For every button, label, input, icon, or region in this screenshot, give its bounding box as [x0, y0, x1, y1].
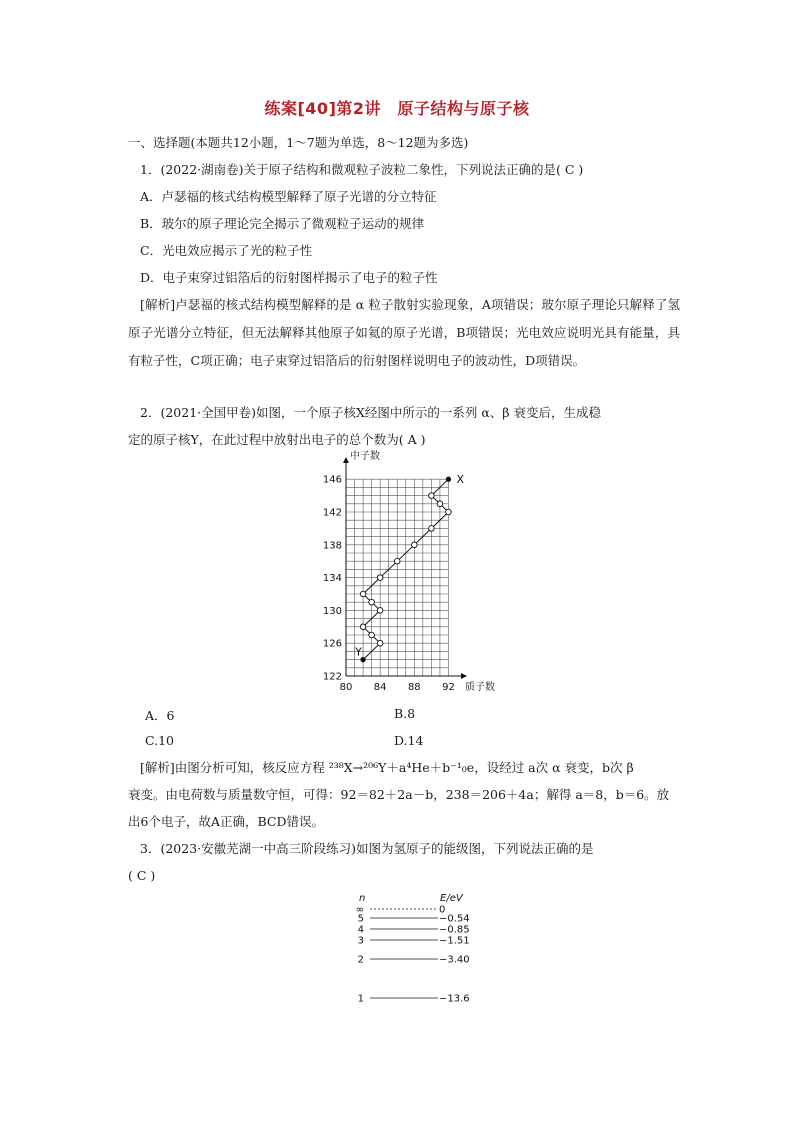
decay-point: [377, 575, 383, 581]
energy-level-value: −13.6: [439, 993, 470, 1005]
q2-analysis-line2: 衰变。由电荷数与质量数守恒，可得：92＝82＋2a－b，238＝206＋4a；解得 a＝8，b＝6。放: [128, 787, 670, 802]
y-tick-label: 130: [322, 605, 342, 617]
decay-point: [377, 608, 383, 614]
q3-stem-line1: 3．(2023·安徽芜湖一中高三阶段练习)如图为氢原子的能级图，下列说法正确的是: [140, 841, 594, 856]
q2-stem-line1: 2．(2021·全国甲卷)如图，一个原子核X经图中所示的一系列 α、β 衰变后，生成稳: [140, 405, 602, 420]
energy-level-n: ∞: [355, 904, 364, 916]
q2-stem-line2: 定的原子核Y，在此过程中放射出电子的总个数为( A ): [128, 432, 426, 447]
nucleus-label-y: Y: [355, 645, 362, 659]
y-tick-label: 142: [322, 507, 342, 519]
decay-point: [412, 542, 418, 548]
x-tick-label: 84: [373, 682, 387, 693]
decay-point: [369, 599, 375, 605]
y-tick-label: 138: [322, 540, 342, 552]
energy-e-header: E/eV: [440, 893, 463, 904]
y-axis-arrow: [343, 457, 349, 463]
y-tick-label: 146: [322, 474, 342, 486]
q1-option-d: D．电子束穿过铝箔后的衍射图样揭示了电子的粒子性: [140, 270, 438, 285]
energy-level-value: −1.51: [439, 935, 470, 947]
decay-point: [377, 640, 383, 646]
energy-level-n: 1: [357, 993, 364, 1005]
energy-level-n: 5: [357, 913, 364, 925]
q2-option-a: A．6: [145, 708, 175, 723]
y-axis-label: 中子数: [350, 451, 380, 462]
q1-option-b: B．玻尔的原子理论完全揭示了微观粒子运动的规律: [140, 216, 425, 231]
q2-option-c: C.10: [145, 733, 174, 748]
y-tick-label: 122: [322, 671, 342, 683]
page-title: 练案[40]第2讲 原子结构与原子核: [264, 99, 530, 118]
decay-point: [429, 493, 435, 499]
decay-point: [369, 632, 375, 638]
energy-level-n: 2: [357, 954, 364, 966]
y-tick-label: 126: [322, 638, 342, 650]
q2-option-d: D.14: [394, 733, 424, 748]
decay-point: [360, 624, 366, 630]
q3-stem-line2: ( C ): [128, 868, 156, 883]
q1-analysis: [解析]卢瑟福的核式结构模型解释的是 α 粒子散射实验现象，A项错误；玻尔原子理论只解释了氢原子光谱分立特征，但无法解释其他原子如氦的原子光谱，B项错误；光电效应说明光具有能量，具有粒子性，C项正确；电子束穿过铝箔后的衍射图样说明电子的波动性，D项错误。: [128, 297, 680, 368]
chart-labels: [323, 449, 495, 693]
nucleus-label-x: X: [456, 473, 465, 487]
energy-level-n: 4: [357, 924, 364, 936]
decay-point: [446, 509, 452, 515]
x-axis-label: 质子数: [465, 682, 495, 693]
q2-analysis-line1: [解析]由图分析可知，核反应方程 ²³⁸X→²⁰⁶Y＋a⁴He＋b⁻¹₀e，设经过 a次 α 衰变，b次 β: [140, 760, 634, 775]
decay-point: [437, 501, 443, 507]
q2-analysis-line3: 出6个电子，故A正确，BCD错误。: [128, 814, 324, 829]
energy-level-value: −0.85: [439, 924, 470, 936]
energy-level-value: −3.40: [439, 954, 470, 966]
energy-level-diagram: [356, 893, 470, 1005]
x-tick-label: 80: [339, 682, 353, 693]
x-axis-arrow: [461, 673, 467, 679]
decay-point: [360, 591, 366, 597]
decay-point: [446, 477, 450, 481]
q2-option-b: B.8: [394, 706, 416, 721]
x-tick-label: 88: [407, 682, 421, 693]
q1-option-a: A．卢瑟福的核式结构模型解释了原子光谱的分立特征: [140, 189, 437, 204]
section-heading: 一、选择题(本题共12小题，1～7题为单选，8～12题为多选): [128, 135, 469, 150]
energy-level-n: 3: [357, 935, 364, 947]
energy-level-value: −0.54: [439, 913, 470, 925]
x-tick-label: 92: [442, 682, 455, 693]
y-tick-label: 134: [322, 573, 342, 585]
energy-level-value: 0: [439, 904, 446, 916]
decay-point: [394, 558, 400, 564]
decay-point: [429, 526, 435, 532]
q1-stem: 1．(2022·湖南卷)关于原子结构和微观粒子波粒二象性，下列说法正确的是( C ): [140, 162, 584, 177]
q1-option-c: C．光电效应揭示了光的粒子性: [140, 243, 313, 258]
energy-n-header: n: [359, 893, 366, 904]
